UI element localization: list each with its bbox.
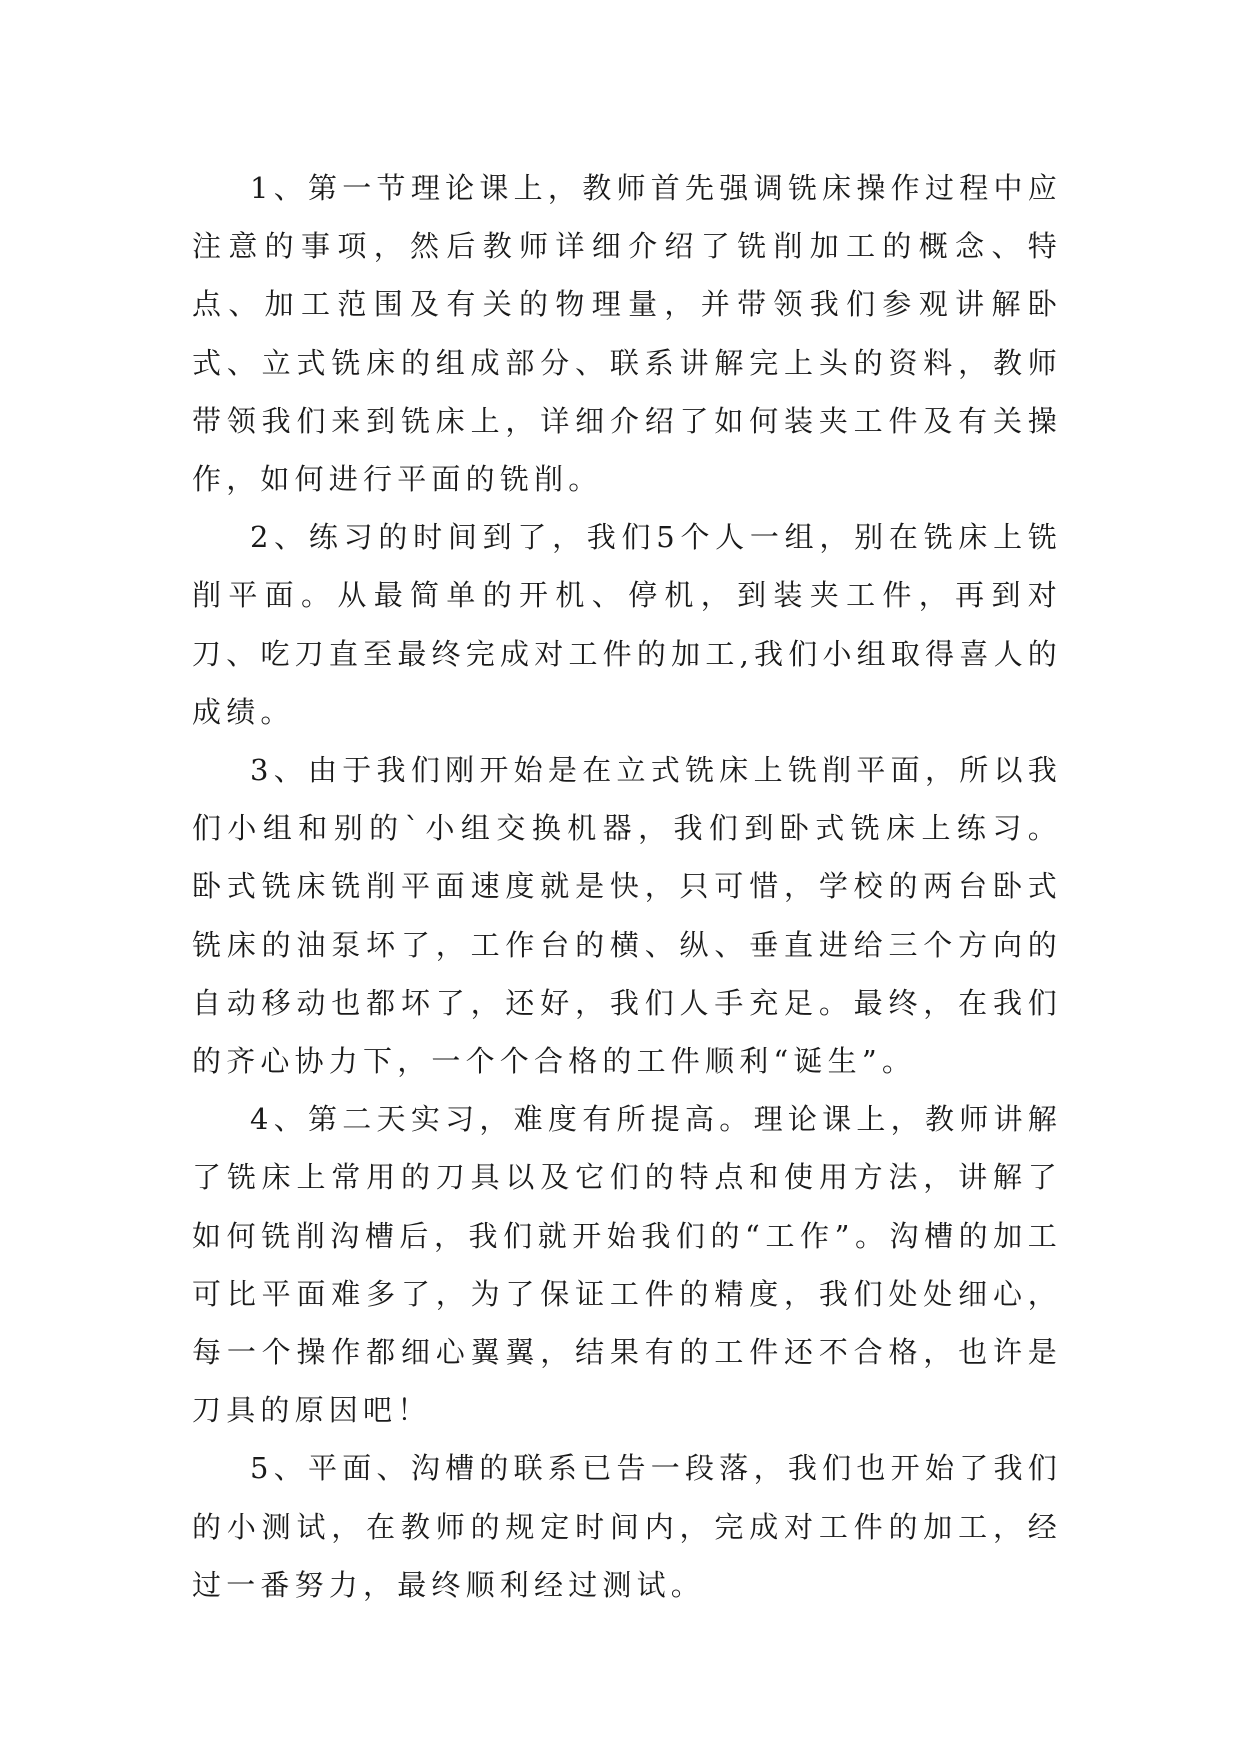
paragraph-5: 5、平面、沟槽的联系已告一段落，我们也开始了我们的小测试，在教师的规定时间内，完成对工件的加工，经过一番努力，最终顺利经过测试。 xyxy=(192,1451,1062,1602)
paragraph-4: 4、第二天实习，难度有所提高。理论课上，教师讲解了铣床上常用的刀具以及它们的特点和使用方法，讲解了如何铣削沟槽后，我们就开始我们的“工作”。沟槽的加工可比平面难多了，为了保证工件的精度，我们处处细心，每一个操作都细心翼翼，结果有的工件还不合格，也许是刀具的原因吧！ xyxy=(192,1102,1062,1428)
paragraph-2: 2、练习的时间到了，我们5个人一组，别在铣床上铣削平面。从最简单的开机、停机，到装夹工件，再到对刀、吃刀直至最终完成对工件的加工,我们小组取得喜人的成绩。 xyxy=(192,520,1062,729)
paragraph-1: 1、第一节理论课上，教师首先强调铣床操作过程中应注意的事项，然后教师详细介绍了铣削加工的概念、特点、加工范围及有关的物理量，并带领我们参观讲解卧式、立式铣床的组成部分、联系讲解完上头的资料，教师带领我们来到铣床上，详细介绍了如何装夹工件及有关操作，如何进行平面的铣削。 xyxy=(192,171,1062,497)
paragraph-3: 3、由于我们刚开始是在立式铣床上铣削平面，所以我们小组和别的`小组交换机器，我们到卧式铣床上练习。卧式铣床铣削平面速度就是快，只可惜，学校的两台卧式铣床的油泵坏了，工作台的横、纵、垂直进给三个方向的自动移动也都坏了，还好，我们人手充足。最终，在我们的齐心协力下，一个个合格的工件顺利“诞生”。 xyxy=(192,753,1062,1079)
document-body xyxy=(192,159,1062,1614)
